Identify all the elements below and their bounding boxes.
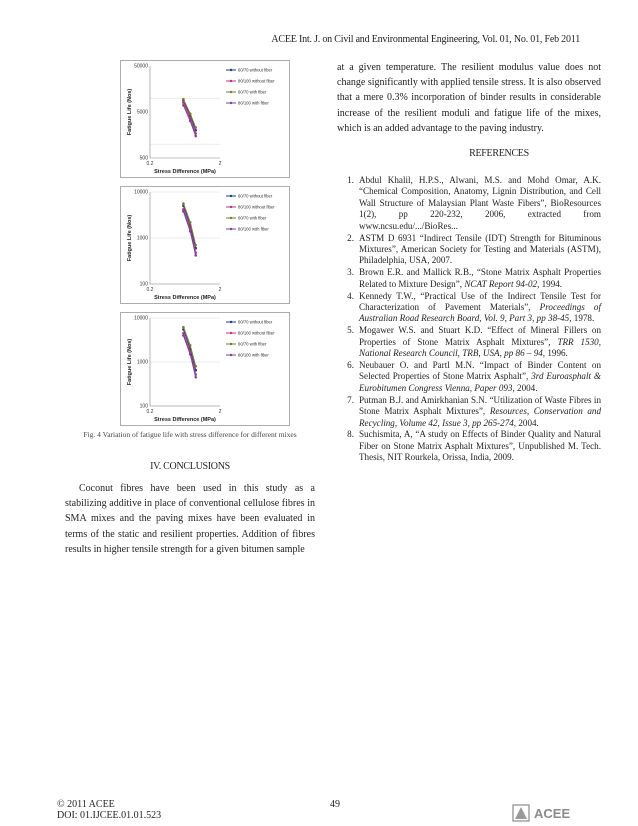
chart-panel [121, 313, 290, 426]
reference-text: Brown E.R. and Mallick R.B., “Stone Matrix Asphalt Properties Related to Mixture Design”, NCAT Report 94-02, 1994. [359, 267, 601, 289]
logo-text: ACEE [534, 806, 571, 821]
x-tick-label: 2 [218, 409, 222, 415]
page-number: 49 [330, 799, 340, 810]
reference-number: 5. [347, 325, 354, 336]
y-axis-label: Fatigue Life (Nos) [127, 338, 133, 386]
reference-number: 4. [347, 290, 354, 301]
legend-marker [230, 69, 232, 71]
legend-label: 60/70 without fiber [238, 67, 273, 73]
legend-marker [230, 91, 232, 93]
y-tick-label: 10000 [134, 189, 148, 196]
y-tick-label: 500 [139, 155, 148, 162]
legend-label: 60/70 without fiber [238, 319, 273, 325]
legend-label: 80/100 with fiber [238, 352, 269, 358]
data-point [189, 221, 192, 224]
reference-text: Kennedy T.W., “Practical Use of the Indirect Tensile Test for Characterization of Pavement Materials”, Proceedings of Australian Road Research Board, Vol. 9, Part 3, pp 38-45, 1978. [359, 290, 601, 324]
conclusions-paragraph-left: Coconut fibres have been used in this study as a stabilizing additive in place of conventional cellulose fibres in SMA mixes and the paving mixes have been evaluated in terms of the static and resilient properties. Addition of fibres results in higher tensile strength for a given bitumen sample [65, 483, 315, 555]
x-tick-label: 0.2 [146, 409, 154, 415]
legend-label: 80/100 without fiber [238, 204, 275, 210]
data-point [182, 210, 185, 213]
data-point [194, 244, 197, 247]
reference-text: Putman B.J. and Amirkhanian S.N. “Utilization of Waste Fibres in Stone Matrix Asphalt Mixtures”, Resources, Conservation and Recycling, Volume 42, Issue 3, pp 265-274, 2004. [359, 394, 601, 428]
x-axis-label: Stress Difference (MPa) [154, 417, 216, 423]
reference-number: 6. [347, 360, 354, 371]
footer-left [57, 799, 161, 821]
doi: DOI: 01.IJCEE.01.01.523 [57, 810, 162, 821]
legend-label: 80/100 without fiber [238, 330, 275, 336]
legend-marker [230, 206, 232, 208]
data-point [189, 230, 192, 233]
legend-label: 60/70 with fiber [238, 215, 267, 221]
reference-item [337, 360, 601, 394]
data-point [189, 344, 192, 347]
right-column [337, 60, 601, 464]
legend-marker [230, 343, 232, 345]
data-point [194, 254, 197, 257]
legend-marker [230, 102, 232, 104]
legend-marker [230, 354, 232, 356]
reference-number: 1. [347, 175, 354, 186]
reference-item [337, 395, 601, 429]
reference-number: 8. [347, 429, 354, 440]
reference-item [337, 291, 601, 325]
legend-label: 60/70 without fiber [238, 193, 273, 199]
legend-label: 80/100 without fiber [238, 78, 275, 84]
y-axis-label: Fatigue Life (Nos) [127, 214, 133, 262]
data-point [182, 332, 185, 335]
conclusions-paragraph-right: at a given temperature. The resilient modulus value does not change significantly with applied tensile stress. It is also observed that a mere 0.3% incorporation of binder results in considerable increase of the resilient moduli and fatigue life of the mixes, which is an added advantage to the paving industry. [337, 62, 601, 134]
y-axis-label: Fatigue Life (Nos) [127, 88, 133, 136]
running-header: ACEE Int. J. on Civil and Environmental Engineering, Vol. 01, No. 01, Feb 2011 [271, 34, 580, 45]
data-point [189, 120, 192, 123]
legend-marker [230, 217, 232, 219]
reference-text: Abdul Khalil, H.P.S., Alwani, M.S. and Mohd Omar, A.K. “Chemical Composition, Anatomy, Lignin Distribution, and Cell Wall Structure of Malaysian Plant Waste Fibers”, BioResources 1(2), pp 220-232, 2006, extracted from www.ncsu.edu/.../BioRes... [359, 175, 601, 231]
legend-label: 60/70 with fiber [238, 341, 267, 347]
legend-marker [230, 321, 232, 323]
data-point [182, 104, 185, 107]
x-axis-label: Stress Difference (MPa) [154, 169, 216, 175]
data-point [194, 135, 197, 138]
figure-caption: Fig. 4 Variation of fatigue life with stress difference for different mixes [83, 430, 297, 439]
section-heading-conclusions: IV. CONCLUSIONS [150, 461, 230, 472]
reference-number: 2. [347, 232, 354, 243]
y-tick-label: 10000 [134, 315, 148, 322]
reference-text: ASTM D 6931 “Indirect Tensile (IDT) Strength for Bituminous Mixtures”, American Society for Testing and Materials (ASTM), Philadelphia, USA, 2007. [359, 232, 601, 266]
reference-item [337, 429, 601, 463]
y-tick-label: 1000 [136, 235, 148, 242]
legend-label: 80/100 with fiber [238, 100, 269, 106]
x-axis-label: Stress Difference (MPa) [154, 295, 216, 301]
reference-number: 3. [347, 267, 354, 278]
x-tick-label: 0.2 [146, 161, 154, 167]
legend-marker [230, 228, 232, 230]
chart-panel [121, 187, 290, 304]
y-tick-label: 50000 [134, 63, 148, 70]
reference-text: Suchismita, A, “A study on Effects of Binder Quality and Natural Fiber on Stone Matrix Asphalt Mixtures”, Unpublished M. Tech. Thesis, NIT Rourkela, Orissa, India, 2009. [359, 429, 601, 463]
x-tick-label: 2 [218, 287, 222, 293]
copyright: © 2011 ACEE [57, 799, 115, 810]
reference-text: Neubauer O. and Partl M.N. “Impact of Binder Content on Selected Properties of Stone Matrix Asphalt”, 3rd Euroasphalt & Eurobitumen Congress Vienna, Paper 093, 2004. [359, 360, 601, 393]
y-tick-label: 5000 [136, 109, 148, 116]
data-point [182, 98, 185, 101]
x-tick-label: 0.2 [146, 287, 154, 293]
y-tick-label: 1000 [136, 359, 148, 366]
data-point [182, 334, 185, 337]
data-point [189, 112, 192, 115]
reference-item [337, 233, 601, 267]
chart-panel [121, 61, 290, 178]
data-point [194, 376, 197, 379]
legend-marker [230, 332, 232, 334]
data-point [182, 326, 185, 329]
section-heading-references: REFERENCES [469, 148, 529, 160]
legend-label: 60/70 with fiber [238, 89, 267, 95]
reference-item [337, 325, 601, 359]
data-point [189, 353, 192, 356]
legend-marker [230, 195, 232, 197]
acee-logo [512, 804, 588, 822]
y-tick-label: 100 [139, 281, 148, 288]
legend-label: 80/100 with fiber [238, 226, 269, 232]
y-tick-label: 100 [139, 403, 148, 410]
reference-text: Mogawer W.S. and Stuart K.D. “Effect of Mineral Fillers on Properties of Stone Matrix Asphalt Mixtures”, TRR 1530, National Research Council, TRB, USA, pp 86 – 94, 1996. [359, 325, 601, 359]
data-point [182, 202, 185, 205]
figure-4 [120, 60, 290, 426]
reference-item [337, 175, 601, 232]
left-column [65, 60, 315, 557]
x-tick-label: 2 [218, 161, 222, 167]
legend-marker [230, 80, 232, 82]
reference-number: 7. [347, 394, 354, 405]
data-point [194, 126, 197, 129]
data-point [194, 365, 197, 368]
reference-item [337, 267, 601, 290]
reference-list [337, 175, 601, 464]
